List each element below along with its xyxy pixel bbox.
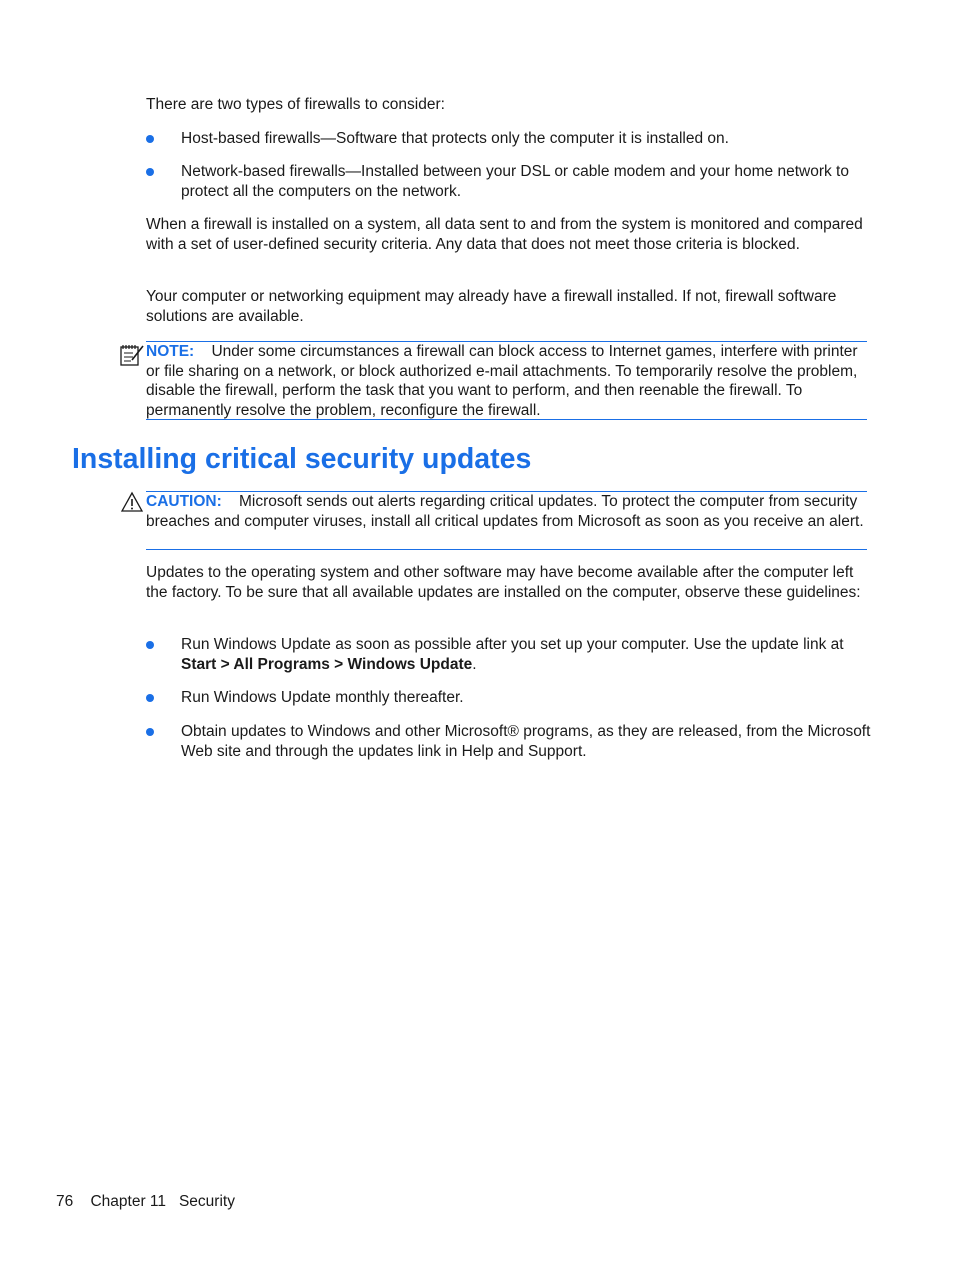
menu-path: Start > All Programs > Windows Update (181, 655, 473, 673)
list-item-text: Obtain updates to Windows and other Microsoft® programs, as they are released, from the Microsoft Web site and through the updates link in Help and Support. (181, 723, 871, 760)
list-item-text: Host-based firewalls—Software that protects only the computer it is installed on. (181, 130, 729, 147)
list-item-text: Network-based firewalls—Installed between your DSL or cable modem and your home network to protect all the computers on the network. (181, 163, 849, 200)
bullet-icon (146, 641, 154, 649)
caution-callout (146, 491, 867, 550)
bullet-icon (146, 728, 154, 736)
footer-chapter: Chapter 11 (90, 1193, 167, 1210)
warning-triangle-icon (120, 491, 144, 519)
updates-paragraph: Updates to the operating system and other software may have become available after the computer left the factory. To be sure that all available updates are installed on the computer, observe these guidelines: (146, 564, 861, 601)
monitor-paragraph: When a firewall is installed on a system, all data sent to and from the system is monitored and compared with a set of user-defined security criteria. Any data that does not meet those criteria is blocked. (146, 216, 863, 253)
intro-paragraph: There are two types of firewalls to consider: (146, 96, 445, 113)
list-item-text: Run Windows Update as soon as possible after you set up your computer. Use the update link at Start > All Programs > Windows Update. (181, 636, 844, 673)
note-text: Under some circumstances a firewall can block access to Internet games, interfere with printer or file sharing on a network, or block authorized e-mail attachments. To temporarily resolve the problem, disable the firewall, perform the task that you want to perform, and then reenable the firewall. To permanently resolve the problem, reconfigure the firewall. (146, 343, 858, 419)
list-item-text: Run Windows Update monthly thereafter. (181, 689, 464, 706)
note-pad-icon (119, 343, 145, 373)
section-heading: Installing critical security updates (72, 443, 532, 475)
note-callout (146, 341, 867, 420)
footer-section: Security (178, 1193, 235, 1210)
note-label: NOTE: (146, 343, 195, 360)
bullet-icon (146, 135, 154, 143)
bullet-icon (146, 168, 154, 176)
equipment-paragraph: Your computer or networking equipment may already have a firewall installed. If not, firewall software solutions are available. (146, 288, 837, 325)
caution-text: Microsoft sends out alerts regarding critical updates. To protect the computer from security breaches and computer viruses, install all critical updates from Microsoft as soon as you receive an alert. (146, 493, 864, 530)
bullet-icon (146, 694, 154, 702)
page-number: 76 (56, 1193, 74, 1210)
page-footer (56, 1192, 235, 1212)
caution-label: CAUTION: (146, 493, 222, 510)
